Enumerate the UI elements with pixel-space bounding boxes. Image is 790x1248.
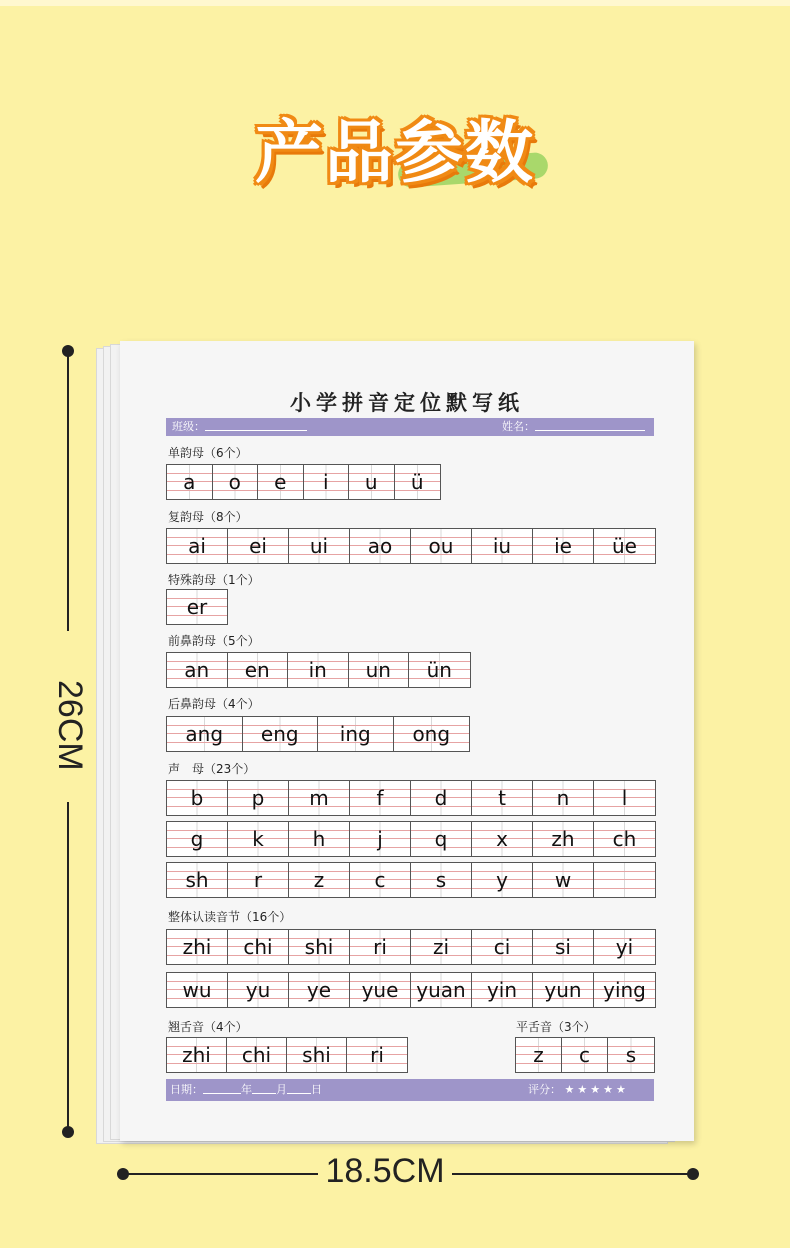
pinyin-cell <box>289 781 350 815</box>
pinyin-syllable: j <box>377 827 383 851</box>
pinyin-cell <box>533 529 594 563</box>
pinyin-cell <box>287 1038 347 1072</box>
pinyin-syllable: ri <box>370 1043 384 1067</box>
pinyin-syllable: u <box>364 470 378 494</box>
pinyin-grid-row <box>166 780 656 816</box>
pinyin-syllable: l <box>621 786 628 810</box>
pinyin-cell <box>228 863 289 897</box>
pinyin-cell <box>289 973 350 1007</box>
pinyin-cell <box>228 529 289 563</box>
pinyin-syllable: er <box>186 595 208 619</box>
pinyin-syllable: ci <box>493 935 511 959</box>
pinyin-cell <box>349 465 395 499</box>
pinyin-syllable: yi <box>615 935 634 959</box>
pinyin-cell <box>533 822 594 856</box>
pinyin-syllable: wu <box>182 978 212 1002</box>
pinyin-syllable: p <box>251 786 265 810</box>
pinyin-cell <box>227 1038 287 1072</box>
pinyin-syllable: eng <box>260 722 299 746</box>
pinyin-syllable: un <box>365 658 391 682</box>
pinyin-syllable: zh <box>551 827 575 851</box>
pinyin-cell <box>350 781 411 815</box>
section-label: 复韵母（8个） <box>168 510 248 524</box>
section-label: 平舌音（3个） <box>516 1020 596 1034</box>
pinyin-syllable: ei <box>249 534 267 558</box>
pinyin-cell <box>167 863 228 897</box>
pinyin-cell <box>411 822 472 856</box>
pinyin-syllable: z <box>313 868 325 892</box>
pinyin-cell <box>472 529 533 563</box>
pinyin-syllable: g <box>190 827 204 851</box>
pinyin-syllable: ai <box>188 534 206 558</box>
pinyin-grid-row <box>166 589 228 625</box>
pinyin-cell <box>289 529 350 563</box>
pinyin-cell <box>472 973 533 1007</box>
pinyin-cell <box>533 930 594 964</box>
pinyin-cell <box>167 465 213 499</box>
month-label: 月 <box>276 1083 287 1096</box>
pinyin-cell <box>533 863 594 897</box>
pinyin-syllable: ong <box>412 722 451 746</box>
pinyin-grid-row <box>166 972 656 1008</box>
pinyin-cell <box>472 781 533 815</box>
pinyin-cell <box>228 653 289 687</box>
pinyin-syllable: chi <box>241 1043 272 1067</box>
pinyin-grid-row <box>166 652 471 688</box>
pinyin-syllable: yun <box>544 978 582 1002</box>
pinyin-cell <box>594 863 655 897</box>
pinyin-syllable: d <box>434 786 448 810</box>
pinyin-cell <box>411 930 472 964</box>
pinyin-cell <box>167 973 228 1007</box>
pinyin-cell <box>533 781 594 815</box>
header-band <box>166 418 654 436</box>
pinyin-cell <box>347 1038 407 1072</box>
width-dimension-line-right <box>452 1173 692 1175</box>
pinyin-cell <box>472 822 533 856</box>
pinyin-syllable: s <box>625 1043 637 1067</box>
pinyin-cell <box>394 717 470 751</box>
score-field <box>528 1079 629 1101</box>
pinyin-syllable: yuan <box>416 978 466 1002</box>
pinyin-syllable: ang <box>185 722 224 746</box>
pinyin-syllable: an <box>184 658 210 682</box>
day-blank <box>287 1079 311 1094</box>
pinyin-cell <box>167 653 228 687</box>
pinyin-cell <box>167 781 228 815</box>
top-border <box>0 0 790 6</box>
pinyin-syllable: ing <box>339 722 371 746</box>
pinyin-cell <box>350 930 411 964</box>
pinyin-cell <box>411 973 472 1007</box>
pinyin-cell <box>167 822 228 856</box>
pinyin-cell <box>472 930 533 964</box>
pinyin-cell <box>289 822 350 856</box>
pinyin-cell <box>411 863 472 897</box>
pinyin-syllable: ao <box>367 534 393 558</box>
pinyin-cell <box>350 822 411 856</box>
pinyin-cell <box>409 653 470 687</box>
section-label: 单韵母（6个） <box>168 446 248 460</box>
pinyin-syllable: f <box>376 786 384 810</box>
pinyin-cell <box>228 822 289 856</box>
pinyin-syllable: i <box>322 470 329 494</box>
pinyin-syllable: iu <box>492 534 512 558</box>
page-headline: 产品参数 <box>254 114 535 193</box>
pinyin-syllable: s <box>435 868 447 892</box>
footer-band <box>166 1079 654 1101</box>
pinyin-grid-row <box>166 821 656 857</box>
score-label: 评分： <box>528 1083 561 1096</box>
day-label: 日 <box>311 1083 322 1096</box>
date-field <box>170 1079 322 1101</box>
name-blank <box>535 418 645 431</box>
pinyin-syllable: üe <box>612 534 637 558</box>
section-label: 前鼻韵母（5个） <box>168 634 260 648</box>
class-field <box>172 418 307 436</box>
pinyin-cell <box>350 863 411 897</box>
pinyin-syllable: q <box>434 827 448 851</box>
pinyin-cell <box>594 822 655 856</box>
pinyin-syllable: ying <box>603 978 646 1002</box>
pinyin-syllable: ch <box>612 827 637 851</box>
pinyin-syllable: yu <box>245 978 271 1002</box>
pinyin-syllable: z <box>533 1043 544 1067</box>
pinyin-syllable: zhi <box>182 935 212 959</box>
pinyin-cell <box>608 1038 654 1072</box>
class-blank <box>205 418 307 431</box>
pinyin-syllable: c <box>374 868 386 892</box>
pinyin-cell <box>289 930 350 964</box>
pinyin-cell <box>288 653 349 687</box>
pinyin-syllable: k <box>252 827 264 851</box>
pinyin-syllable: h <box>312 827 326 851</box>
name-label: 姓名： <box>502 420 535 433</box>
pinyin-cell <box>167 590 227 624</box>
section-label: 翘舌音（4个） <box>168 1020 248 1034</box>
pinyin-grid-row <box>166 528 656 564</box>
height-dimension-line-bottom <box>67 802 69 1130</box>
pinyin-syllable: ie <box>554 534 572 558</box>
pinyin-syllable: zhi <box>182 1043 211 1067</box>
pinyin-cell <box>304 465 350 499</box>
pinyin-syllable: w <box>554 868 572 892</box>
pinyin-grid-row <box>166 464 441 500</box>
pinyin-cell <box>411 529 472 563</box>
pinyin-syllable: yin <box>486 978 518 1002</box>
pinyin-cell <box>594 973 655 1007</box>
pinyin-cell <box>594 930 655 964</box>
pinyin-syllable: in <box>308 658 327 682</box>
pinyin-syllable: r <box>253 868 263 892</box>
pinyin-syllable: shi <box>304 935 334 959</box>
pinyin-syllable: ün <box>426 658 452 682</box>
height-dimension-line-top <box>67 351 69 631</box>
paper-title: 小学拼音定位默写纸 <box>290 390 524 415</box>
pinyin-syllable: c <box>579 1043 590 1067</box>
width-dimension-right-dot <box>687 1168 699 1180</box>
pinyin-grid-row <box>166 862 656 898</box>
pinyin-writing-paper <box>120 341 694 1141</box>
pinyin-cell <box>533 973 594 1007</box>
pinyin-cell <box>167 1038 227 1072</box>
pinyin-cell <box>594 529 655 563</box>
pinyin-syllable: yue <box>361 978 399 1002</box>
pinyin-cell <box>167 717 243 751</box>
pinyin-grid-row <box>515 1037 655 1073</box>
pinyin-cell <box>243 717 319 751</box>
pinyin-cell <box>289 863 350 897</box>
pinyin-grid-row <box>166 929 656 965</box>
section-label: 整体认读音节（16个） <box>168 910 292 924</box>
pinyin-syllable: ye <box>306 978 332 1002</box>
pinyin-syllable: b <box>190 786 204 810</box>
pinyin-syllable: x <box>496 827 508 851</box>
pinyin-syllable: sh <box>185 868 209 892</box>
class-label: 班级： <box>172 420 205 433</box>
pinyin-grid-row <box>166 716 470 752</box>
pinyin-cell <box>472 863 533 897</box>
pinyin-syllable: ou <box>428 534 454 558</box>
pinyin-syllable: zi <box>432 935 450 959</box>
pinyin-cell <box>562 1038 608 1072</box>
score-stars: ★★★★★ <box>564 1083 629 1096</box>
width-dimension-line-left <box>123 1173 318 1175</box>
pinyin-cell <box>411 781 472 815</box>
pinyin-cell <box>318 717 394 751</box>
date-label: 日期： <box>170 1083 203 1096</box>
width-dimension-label: 18.5CM <box>325 1152 445 1190</box>
height-dimension-bottom-dot <box>62 1126 74 1138</box>
section-label: 特殊韵母（1个） <box>168 573 260 587</box>
pinyin-cell <box>516 1038 562 1072</box>
pinyin-syllable: ü <box>410 470 424 494</box>
section-label: 声 母（23个） <box>168 762 256 776</box>
pinyin-cell <box>349 653 410 687</box>
pinyin-syllable: t <box>498 786 506 810</box>
pinyin-syllable: shi <box>302 1043 331 1067</box>
pinyin-syllable: m <box>309 786 329 810</box>
pinyin-syllable: si <box>555 935 571 959</box>
pinyin-cell <box>228 973 289 1007</box>
section-label: 后鼻韵母（4个） <box>168 697 260 711</box>
pinyin-syllable: en <box>244 658 270 682</box>
pinyin-syllable: ui <box>309 534 329 558</box>
height-dimension-label: 26CM <box>51 680 89 771</box>
pinyin-cell <box>228 930 289 964</box>
name-field <box>502 418 645 436</box>
pinyin-cell <box>350 529 411 563</box>
pinyin-cell <box>594 781 655 815</box>
pinyin-syllable: e <box>274 470 287 494</box>
pinyin-syllable: chi <box>243 935 273 959</box>
year-blank <box>203 1079 241 1094</box>
pinyin-cell <box>228 781 289 815</box>
pinyin-syllable: y <box>496 868 508 892</box>
headline-area <box>0 95 790 195</box>
month-blank <box>252 1079 276 1094</box>
pinyin-syllable: o <box>228 470 241 494</box>
pinyin-grid-row <box>166 1037 408 1073</box>
year-label: 年 <box>241 1083 252 1096</box>
pinyin-cell <box>167 930 228 964</box>
pinyin-syllable: a <box>183 470 196 494</box>
pinyin-syllable: ri <box>373 935 387 959</box>
pinyin-cell <box>213 465 259 499</box>
pinyin-cell <box>167 529 228 563</box>
pinyin-syllable <box>594 863 655 897</box>
pinyin-syllable: n <box>556 786 570 810</box>
pinyin-cell <box>350 973 411 1007</box>
pinyin-cell <box>395 465 441 499</box>
pinyin-cell <box>258 465 304 499</box>
